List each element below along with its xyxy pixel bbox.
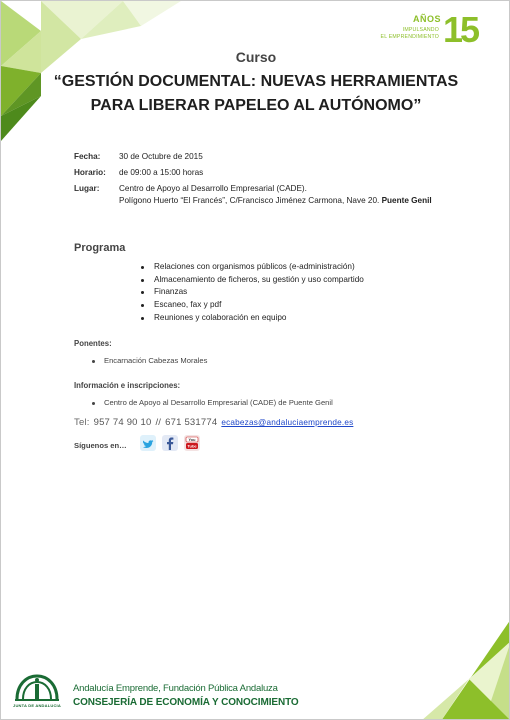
tel-label: Tel: xyxy=(74,417,90,428)
lugar-city: Puente Genil xyxy=(381,196,432,205)
list-item: Almacenamiento de ficheros, su gestión y uso compartido xyxy=(139,274,364,287)
emblem-text: JUNTA DE ANDALUCIA xyxy=(13,703,61,708)
logo-tagline-2: EL EMPRENDIMIENTO xyxy=(380,34,439,40)
logo-anos-text: AÑOS xyxy=(413,14,442,24)
svg-text:Tube: Tube xyxy=(187,443,197,449)
phone-1[interactable]: 957 74 90 10 xyxy=(93,417,152,428)
logo-tagline-1: IMPULSANDO xyxy=(402,27,439,33)
informacion-heading: Información e inscripciones: xyxy=(74,381,181,390)
title-line-1: “GESTIÓN DOCUMENTAL: NUEVAS HERRAMIENTAS xyxy=(53,73,459,90)
logo-number: 15 xyxy=(442,9,477,50)
fecha-label: Fecha: xyxy=(74,152,101,161)
programa-heading: Programa xyxy=(74,242,126,254)
lugar-value-2 xyxy=(119,195,432,206)
footer-consejeria: CONSEJERÍA DE ECONOMÍA Y CONOCIMIENTO xyxy=(73,697,299,708)
list-item: Reuniones y colaboración en equipo xyxy=(139,312,364,325)
lugar-value-1: Centro de Apoyo al Desarrollo Empresarial (CADE). xyxy=(119,184,307,193)
contact-line xyxy=(74,417,357,428)
anniversary-logo xyxy=(380,9,477,51)
horario-value: de 09:00 a 15:00 horas xyxy=(119,168,204,177)
phone-2[interactable]: 671 531774 xyxy=(165,417,218,428)
email-link[interactable]: ecabezas@andaluciaemprende.es xyxy=(221,418,354,427)
follow-label: Síguenos en… xyxy=(74,441,127,450)
horario-label: Horario: xyxy=(74,168,106,177)
ponentes-heading: Ponentes: xyxy=(74,339,112,348)
page-title xyxy=(31,70,481,118)
svg-text:You: You xyxy=(188,438,196,443)
lugar-label: Lugar: xyxy=(74,184,100,193)
list-item: Escaneo, fax y pdf xyxy=(139,299,364,312)
programa-list xyxy=(139,261,364,325)
informacion-list xyxy=(91,397,333,408)
fecha-value: 30 de Octubre de 2015 xyxy=(119,152,203,161)
course-label: Curso xyxy=(235,49,277,65)
lugar-address: Polígono Huerto “El Francés”, C/Francisco Jiménez Carmona, Nave 20. xyxy=(119,196,380,205)
title-line-2: PARA LIBERAR PAPELEO AL AUTÓNOMO” xyxy=(90,97,422,114)
twitter-icon[interactable] xyxy=(140,435,156,451)
list-item: Encarnación Cabezas Morales xyxy=(91,355,207,366)
list-item: Finanzas xyxy=(139,286,364,299)
list-item: Centro de Apoyo al Desarrollo Empresarial (CADE) de Puente Genil xyxy=(91,397,333,408)
list-item: Relaciones con organismos públicos (e-administración) xyxy=(139,261,364,274)
facebook-icon[interactable] xyxy=(162,435,178,451)
ponentes-list xyxy=(91,355,207,366)
youtube-icon[interactable] xyxy=(184,435,200,451)
phone-separator: // xyxy=(155,417,162,428)
footer-foundation: Andalucía Emprende, Fundación Pública Andaluza xyxy=(73,683,278,694)
